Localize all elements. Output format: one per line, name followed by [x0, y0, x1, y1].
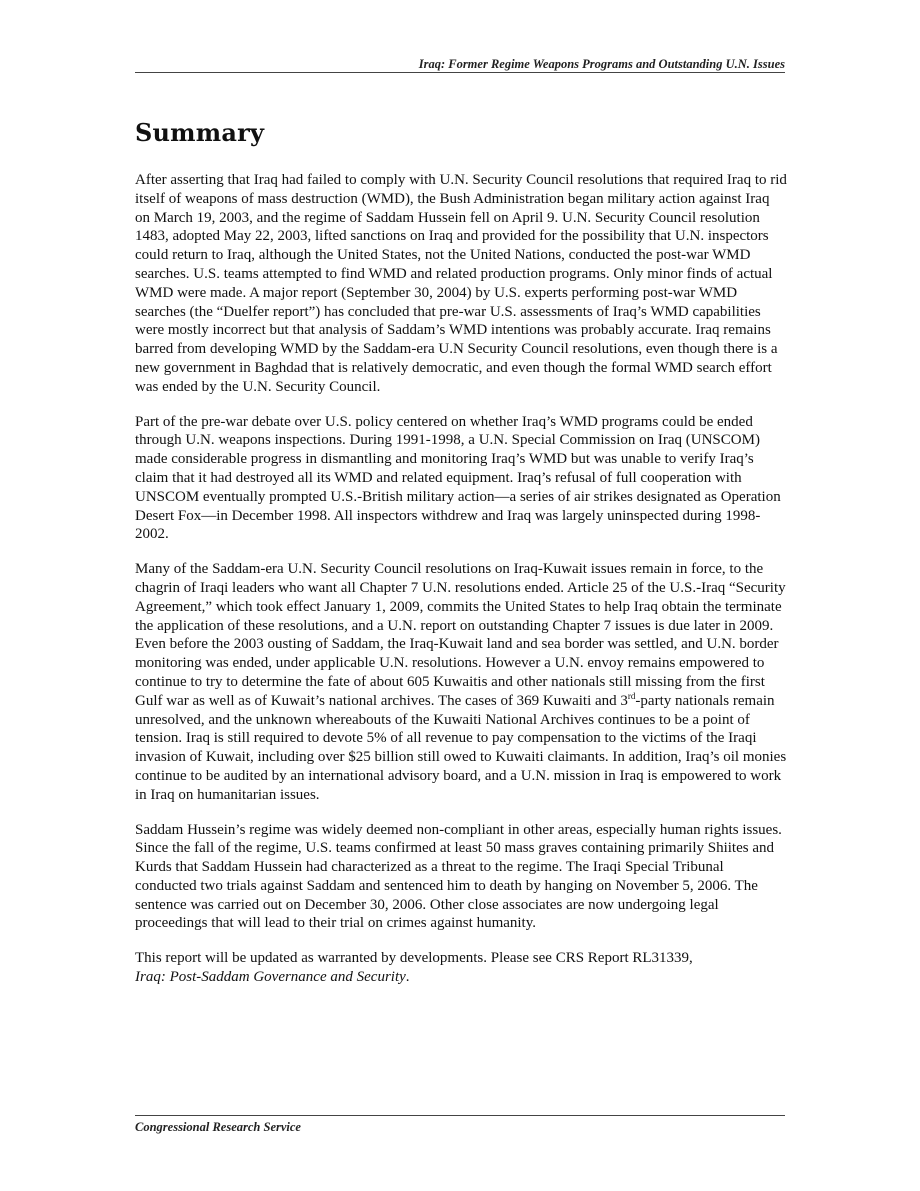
main-content [135, 118, 787, 1003]
paragraph-5 [135, 949, 787, 987]
paragraph-4: Saddam Hussein’s regime was widely deemed non-compliant in other areas, especially human rights issues. Since the fall of the regime, U.S. teams confirmed at least 50 mass graves containing primarily Shiites and Kurds that Saddam Hussein had characterized as a threat to the regime. The Iraqi Special Tribunal conducted two trials against Saddam and sentenced him to death by hanging on November 5, 2006. The sentence was carried out on December 30, 2006. Other close associates are now undergoing legal proceedings that will lead to their trial on crimes against humanity. [135, 821, 782, 932]
paragraph-1: After asserting that Iraq had failed to comply with U.N. Security Council resolutions that required Iraq to rid itself of weapons of mass destruction (WMD), the Bush Administration began military action against Iraq on March 19, 2003, and the regime of Saddam Hussein fell on April 9. U.N. Security Council resolution 1483, adopted May 22, 2003, lifted sanctions on Iraq and provided for the possibility that U.N. inspectors could return to Iraq, although the United States, not the United Nations, conducted the post-war WMD searches. U.S. teams attempted to find WMD and related production programs. Only minor finds of actual WMD were made. A major report (September 30, 2004) by U.S. experts performing post-war WMD searches (the “Duelfer report”) has concluded that pre-war U.S. assessments of Iraq’s WMD capabilities were mostly incorrect but that analysis of Saddam’s WMD intentions was probably accurate. Iraq remains barred from developing WMD by the Saddam-era U.N Security Council resolutions, even though there is a new government in Baghdad that is relatively democratic, and even though the formal WMD search effort was ended by the U.N. Security Council. [135, 172, 787, 395]
section-heading: Summary [135, 118, 265, 147]
paragraph-3-text-b: -party nationals remain unresolved, and the unknown whereabouts of the Kuwaiti National Archives continues to be a point of tension. Iraq is still required to devote 5% of all revenue to pay compensation to the victims of the Iraqi invasion of Kuwait, including over $25 billion still owed to Kuwaiti claimants. In addition, Iraq’s oil monies continue to be audited by an international advisory board, and a U.N. mission in Iraq is empowered to work in Iraq on humanitarian issues. [135, 692, 787, 803]
paragraph-5-end: . [405, 969, 410, 986]
ordinal-superscript: rd [627, 690, 636, 701]
running-footer: Congressional Research Service [135, 1120, 301, 1134]
paragraph-3-text-a: Many of the Saddam-era U.N. Security Council resolutions on Iraq-Kuwait issues remain in force, to the chagrin of Iraqi leaders who want all Chapter 7 U.N. resolutions ended. Article 25 of the U.S.-Iraq “Security Agreement,” which took effect January 1, 2009, commits the United States to help Iraq obtain the terminate the application of these resolutions, and a U.N. report on outstanding Chapter 7 issues is due later in 2009. Even before the 2003 ousting of Saddam, the Iraq-Kuwait land and sea border was settled, and U.N. border monitoring was ended, under applicable U.N. resolutions. However a U.N. envoy remains empowered to continue to try to determine the fate of about 605 Kuwaitis and other nationals still missing from the first Gulf war as well as of Kuwait’s national archives. The cases of 369 Kuwaiti and 3 [135, 561, 786, 709]
report-reference-title: Iraq: Post-Saddam Governance and Security [135, 969, 406, 986]
running-header: Iraq: Former Regime Weapons Programs and Outstanding U.N. Issues [418, 57, 785, 71]
paragraph-3 [135, 560, 787, 804]
paragraph-2: Part of the pre-war debate over U.S. policy centered on whether Iraq’s WMD programs could be ended through U.N. weapons inspections. During 1991-1998, a U.N. Special Commission on Iraq (UNSCOM) made considerable progress in dismantling and monitoring Iraq’s WMD but was unable to verify Iraq’s claim that it had destroyed all its WMD and related equipment. Iraq’s refusal of full cooperation with UNSCOM eventually prompted U.S.-British military action—a series of air strikes designated as Operation Desert Fox—in December 1998. All inspectors withdrew and Iraq was largely uninspected during 1998-2002. [135, 413, 781, 543]
paragraph-5-text: This report will be updated as warranted by developments. Please see CRS Report RL31339, [135, 950, 693, 967]
header-rule [135, 72, 785, 73]
footer-rule [135, 1115, 785, 1116]
